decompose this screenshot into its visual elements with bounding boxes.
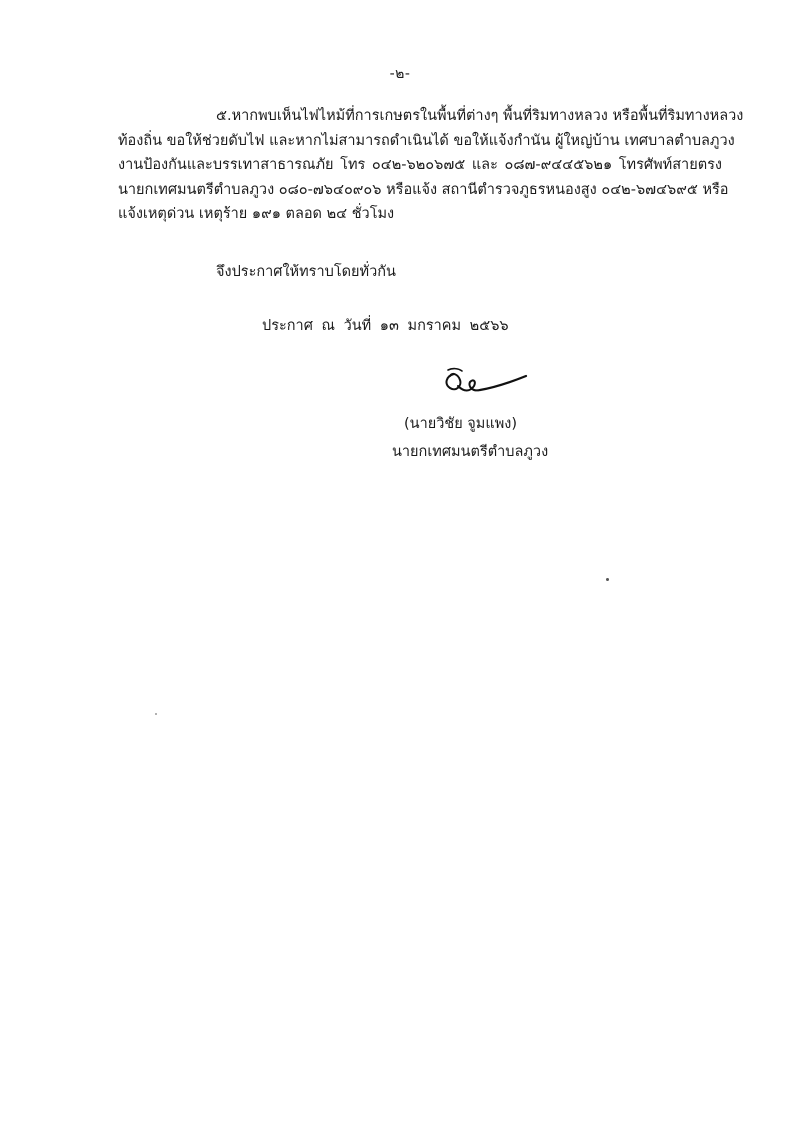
paragraph-line: งานป้องกันและบรรเทาสาธารณภัย โทร ๐๔๒-๖๒๐๖๗๕ และ ๐๘๗-๙๔๔๕๖๒๑ โทรศัพท์สายตรง [118, 157, 722, 174]
announcement-date: ประกาศ ณ วันที่ ๑๓ มกราคม ๒๕๖๖ [262, 318, 509, 334]
page-number: -๒- [389, 66, 411, 82]
scan-speck [155, 713, 157, 715]
scan-speck [606, 578, 609, 581]
announcement-text: จึงประกาศให้ทราบโดยทั่วกัน [216, 264, 396, 280]
paragraph-line: นายกเทศมนตรีตำบลภูวง ๐๘๐-๗๖๔๐๙๐๖ หรือแจ้ง สถานีตำรวจภูธรหนองสูง ๐๔๒-๖๗๔๖๙๕ หรือ [118, 181, 729, 198]
paragraph-line: ท้องถิ่น ขอให้ช่วยดับไฟ และหากไม่สามารถดำเนินได้ ขอให้แจ้งกำนัน ผู้ใหญ่บ้าน เทศบาลตำบลภูวง [118, 132, 735, 149]
paragraph-line: แจ้งเหตุด่วน เหตุร้าย ๑๙๑ ตลอด ๒๔ ชั่วโมง [118, 206, 395, 223]
handwritten-signature [440, 362, 530, 402]
paragraph-line: ๕.หากพบเห็นไฟไหม้ที่การเกษตรในพื้นที่ต่างๆ พื้นที่ริมทางหลวง หรือพื้นที่ริมทางหลวง [216, 108, 744, 124]
signer-name: (นายวิชัย จูมแพง) [404, 416, 517, 432]
signer-title: นายกเทศมนตรีตำบลภูวง [392, 444, 549, 460]
body-paragraph [118, 104, 744, 227]
